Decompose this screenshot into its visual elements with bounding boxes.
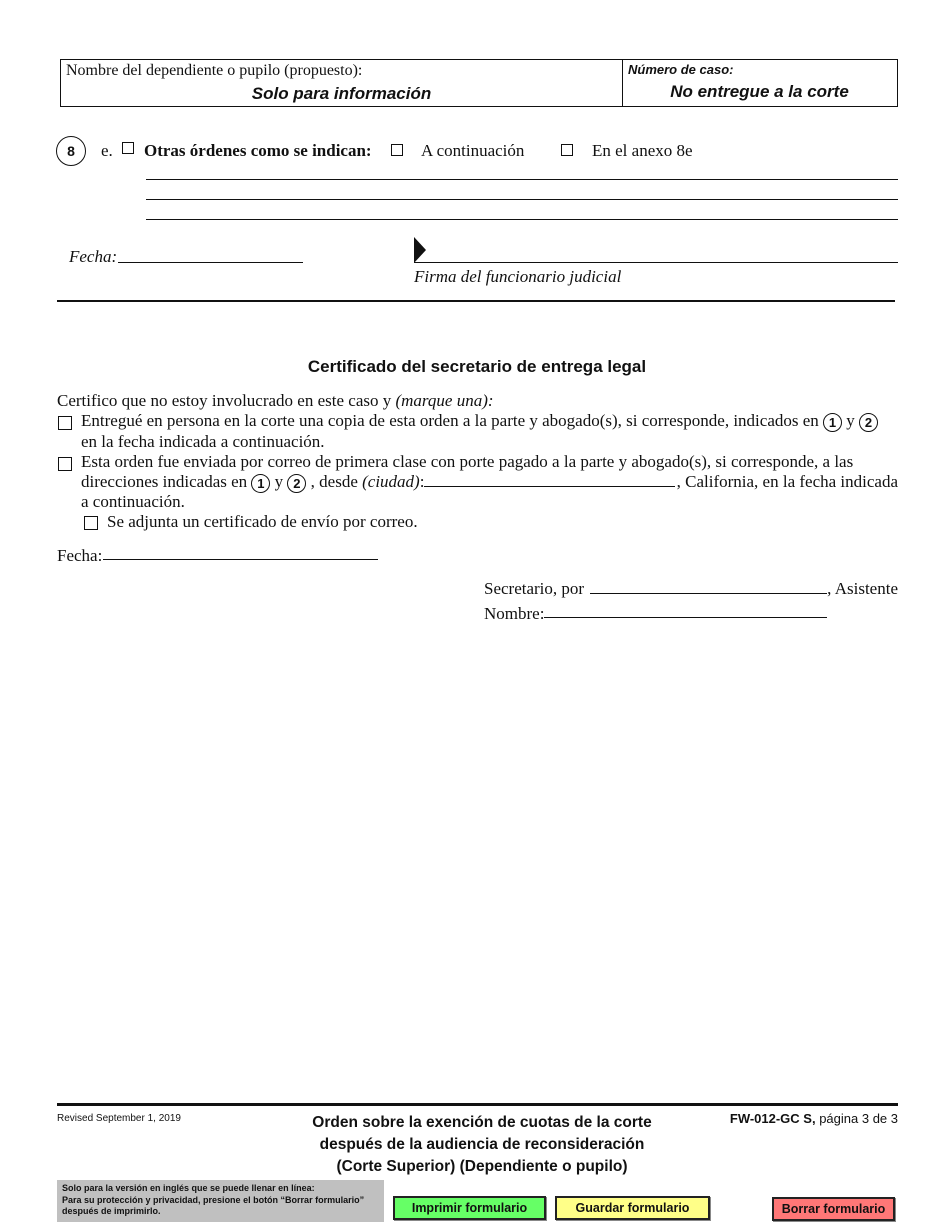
clerk-by-field[interactable]	[590, 593, 827, 594]
certificate-title: Certificado del secretario de entrega legal	[307, 357, 647, 376]
party-ref-2b: 2	[287, 474, 306, 493]
privacy-notice-line-1: Solo para la versión en inglés que se puede llenar en línea:	[62, 1183, 315, 1193]
dependent-name-label: Nombre del dependiente o pupilo (propuesto):	[66, 62, 363, 79]
item-number-text: 8	[67, 143, 75, 159]
mail-delivery-line-1: Esta orden fue enviada por correo de primera clase con porte pagado a la parte y abogado(s), si corresponde, a las	[81, 452, 854, 471]
other-orders-line-1[interactable]	[146, 179, 898, 180]
other-orders-checkbox[interactable]	[122, 142, 134, 154]
party-ref-2: 2	[859, 413, 878, 432]
form-title-line-3: (Corte Superior) (Dependiente o pupilo)	[336, 1158, 628, 1175]
item-number-8	[56, 136, 86, 166]
certificate-intro-text: Certifico que no estoy involucrado en este caso y	[57, 391, 392, 410]
personal-delivery-checkbox[interactable]	[58, 416, 72, 430]
personal-delivery-line-1	[81, 411, 878, 432]
mail-delivery-text: direcciones indicadas en	[81, 472, 248, 491]
personal-delivery-text: Entregué en persona en la corte una copia de esta orden a la parte y abogado(s), si corresponde, indicados en	[81, 411, 819, 430]
dependent-name-value[interactable]: Solo para información	[251, 84, 432, 103]
other-orders-label: Otras órdenes como se indican:	[144, 141, 372, 160]
certificate-intro-italic: (marque una):	[395, 391, 494, 410]
save-form-button[interactable]: Guardar formulario	[555, 1196, 710, 1220]
attachment-8e-checkbox[interactable]	[561, 144, 573, 156]
form-title-line-1: Orden sobre la exención de cuotas de la corte	[312, 1114, 652, 1131]
print-form-button[interactable]: Imprimir formulario	[393, 1196, 546, 1220]
attachment-8e-label: En el anexo 8e	[592, 141, 693, 160]
city-label: (ciudad)	[362, 472, 420, 491]
party-ref-1: 1	[823, 413, 842, 432]
clear-form-button[interactable]: Borrar formulario	[772, 1197, 895, 1221]
mail-certificate-label: Se adjunta un certificado de envío por correo.	[107, 512, 418, 531]
below-option-label: A continuación	[421, 141, 525, 160]
certificate-intro	[57, 391, 494, 411]
conj-y-b: y	[274, 472, 284, 491]
mail-delivery-line-3: a continuación.	[81, 492, 185, 511]
judicial-signature-field[interactable]	[414, 262, 898, 263]
revised-date: Revised September 1, 2019	[57, 1113, 181, 1124]
mail-delivery-line-2-end: , California, en la fecha indicada	[676, 472, 898, 491]
page-info: página 3 de 3	[819, 1111, 898, 1126]
mail-delivery-checkbox[interactable]	[58, 457, 72, 471]
case-number-value[interactable]: No entregue a la corte	[670, 82, 849, 101]
other-orders-line-2[interactable]	[146, 199, 898, 200]
order-date-label: Fecha:	[69, 247, 118, 266]
form-title-line-2: después de la audiencia de reconsideración	[319, 1136, 645, 1153]
privacy-notice	[57, 1180, 384, 1222]
mail-certificate-checkbox[interactable]	[84, 516, 98, 530]
form-title	[284, 1112, 680, 1178]
form-id-code: FW-012-GC S,	[729, 1111, 816, 1126]
signature-caption: Firma del funcionario judicial	[414, 267, 622, 286]
clerk-by-suffix: , Asistente	[827, 579, 898, 598]
party-ref-1b: 1	[251, 474, 270, 493]
section-divider	[57, 300, 895, 302]
clerk-name-field[interactable]	[544, 617, 827, 618]
caption-box	[60, 59, 898, 107]
mail-delivery-line-2: direcciones indicadas en 1 y 2 , desde (ciudad): , California, en la fecha indicada	[81, 472, 898, 491]
case-number-label: Número de caso:	[628, 62, 734, 77]
clerk-by-label: Secretario, por	[484, 579, 585, 598]
signature-arrow-icon	[414, 237, 426, 263]
clerk-date-label: Fecha:	[57, 546, 103, 565]
other-orders-line-3[interactable]	[146, 219, 898, 220]
form-id	[730, 1111, 898, 1126]
clerk-date-field[interactable]	[103, 559, 378, 560]
privacy-notice-line-2: Para su protección y privacidad, presione el botón “Borrar formulario”	[62, 1194, 365, 1205]
clerk-name-label: Nombre:	[484, 604, 545, 623]
privacy-notice-line-3: después de imprimirlo.	[62, 1206, 161, 1216]
city-field[interactable]	[424, 486, 675, 487]
order-date-field[interactable]	[118, 262, 303, 263]
below-checkbox[interactable]	[391, 144, 403, 156]
conj-y: y	[846, 411, 855, 430]
footer-rule	[57, 1103, 898, 1106]
personal-delivery-line-2: en la fecha indicada a continuación.	[81, 432, 325, 451]
item-8e-letter: e.	[101, 141, 113, 160]
from-text: , desde	[310, 472, 358, 491]
